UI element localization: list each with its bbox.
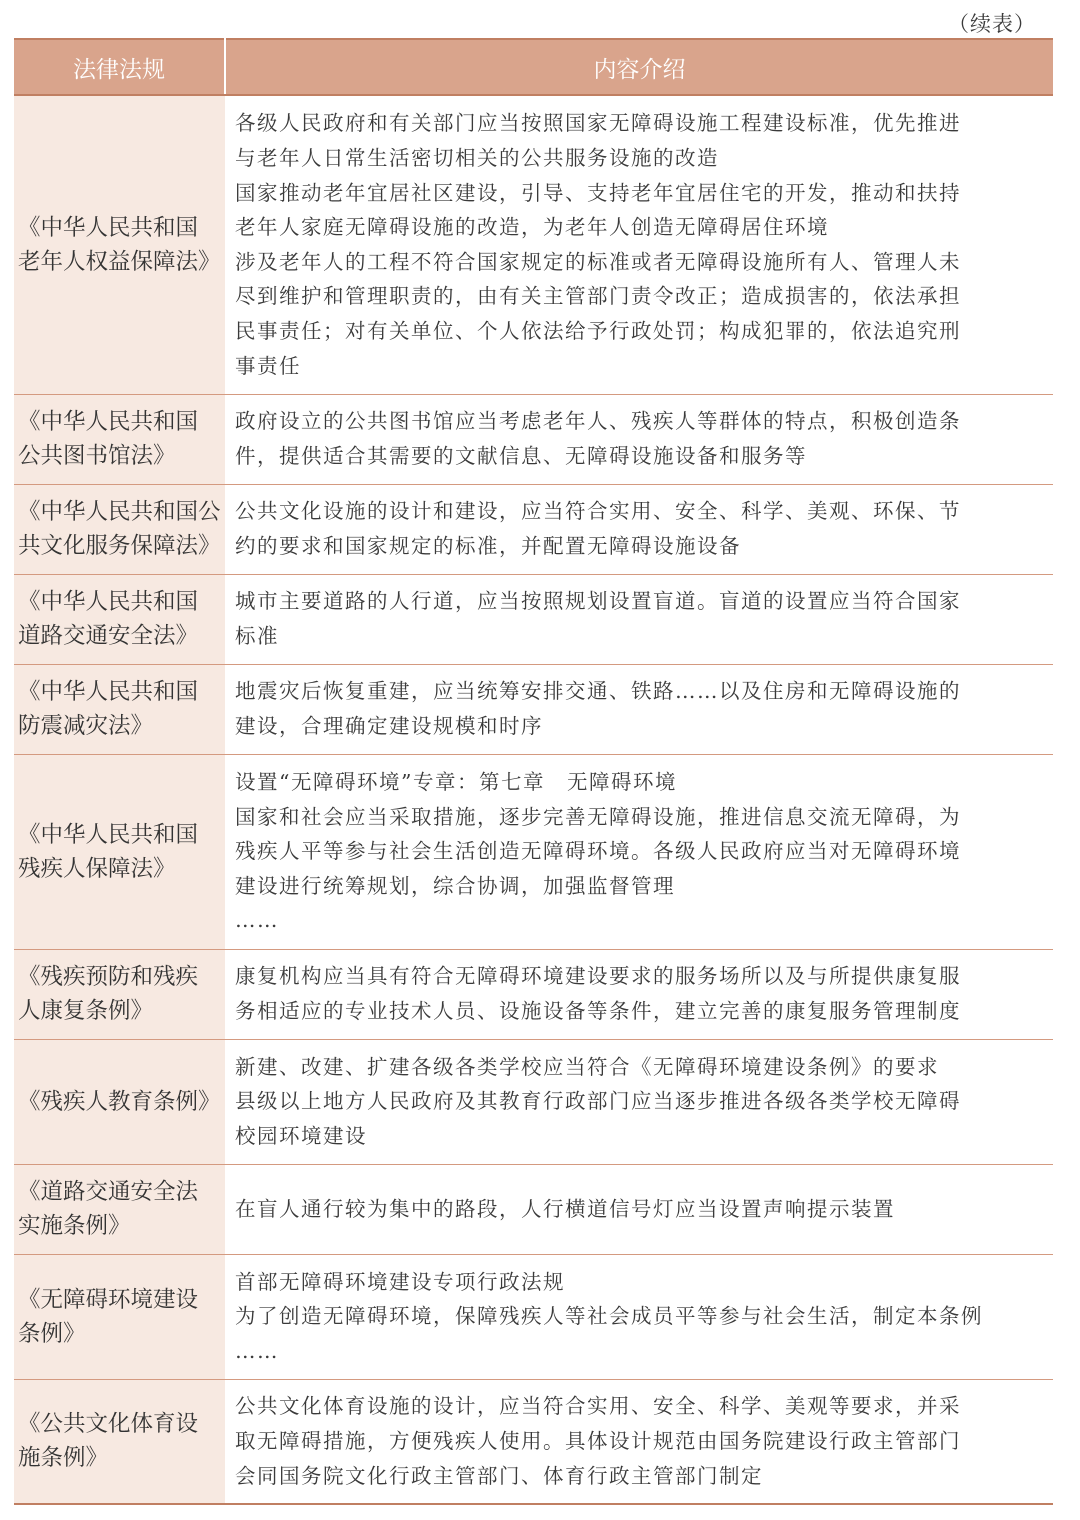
content-line: 建设进行统筹规划，综合协调，加强监督管理 [235, 873, 675, 898]
content-line: 会同国务院文化行政主管部门、体育行政主管部门制定 [235, 1463, 763, 1488]
table-row [14, 574, 1053, 664]
table-row [14, 95, 1053, 394]
content-line: 涉及老年人的工程不符合国家规定的标准或者无障碍设施所有人、管理人未 [235, 249, 961, 274]
content-line: 标准 [235, 624, 279, 648]
content-line: 事责任 [235, 353, 301, 378]
content-line: 城市主要道路的人行道，应当按照规划设置盲道。盲道的设置应当符合国家 [235, 589, 961, 614]
law-content-cell [225, 754, 1053, 949]
content-line: 国家推动老年宜居社区建设，引导、支持老年宜居住宅的开发，推动和扶持 [235, 180, 961, 205]
content-line: 残疾人平等参与社会生活创造无障碍环境。各级人民政府应当对无障碍环境 [235, 839, 961, 864]
table-row [14, 484, 1053, 574]
laws-table [14, 38, 1053, 1505]
law-content-cell [225, 574, 1053, 664]
law-name-line: 《中华人民共和国 [18, 821, 199, 848]
law-name-line: 《中华人民共和国公 [18, 499, 221, 525]
header-law: 法律法规 [14, 39, 225, 95]
table-row [14, 1379, 1053, 1504]
law-name-line: 实施条例》 [18, 1213, 131, 1239]
law-name-line: 人康复条例》 [18, 998, 154, 1024]
content-line: 在盲人通行较为集中的路段，人行横道信号灯应当设置声响提示装置 [235, 1196, 895, 1221]
content-line: 政府设立的公共图书馆应当考虑老年人、残疾人等群体的特点，积极创造条 [235, 409, 961, 434]
table-row [14, 664, 1053, 754]
content-line: …… [235, 1338, 279, 1363]
law-name-cell [14, 394, 225, 484]
law-name-line: 《无障碍环境建设 [18, 1286, 199, 1313]
header-content: 内容介绍 [225, 39, 1053, 95]
table-row [14, 394, 1053, 484]
law-content-cell [225, 1164, 1053, 1254]
content-line: 地震灾后恢复重建，应当统筹安排交通、铁路……以及住房和无障碍设施的 [235, 679, 961, 704]
law-name-line: 老年人权益保障法》 [18, 248, 221, 275]
content-line: 县级以上地方人民政府及其教育行政部门应当逐步推进各级各类学校无障碍 [235, 1089, 961, 1114]
law-name-line: 《中华人民共和国 [18, 409, 199, 435]
law-name-cell [14, 1254, 225, 1379]
law-name-line: 防震减灾法》 [18, 713, 154, 739]
content-line: 老年人家庭无障碍设施的改造，为老年人创造无障碍居住环境 [235, 215, 829, 240]
law-content-cell [225, 949, 1053, 1039]
content-line: 与老年人日常生活密切相关的公共服务设施的改造 [235, 145, 719, 170]
law-name-line: 《道路交通安全法 [18, 1179, 199, 1205]
law-name-line: 共文化服务保障法》 [18, 533, 221, 559]
law-name-line: 残疾人保障法》 [18, 855, 176, 882]
content-line: 建设，合理确定建设规模和时序 [235, 714, 543, 738]
content-line: 件，提供适合其需要的文献信息、无障碍设施设备和服务等 [235, 444, 807, 468]
content-line: 尽到维护和管理职责的，由有关主管部门责令改正；造成损害的，依法承担 [235, 284, 961, 309]
law-name-cell [14, 664, 225, 754]
content-line: 民事责任；对有关单位、个人依法给予行政处罚；构成犯罪的，依法追究刑 [235, 318, 961, 343]
law-content-cell [225, 1039, 1053, 1164]
content-line: 取无障碍措施，方便残疾人使用。具体设计规范由国务院建设行政主管部门 [235, 1428, 961, 1453]
law-content-cell [225, 1254, 1053, 1379]
law-name-cell [14, 754, 225, 949]
law-name-cell [14, 1164, 225, 1254]
law-content-cell [225, 95, 1053, 394]
law-name-line: 《中华人民共和国 [18, 589, 199, 615]
law-name-cell [14, 1379, 225, 1504]
table-row [14, 949, 1053, 1039]
law-content-cell [225, 394, 1053, 484]
law-name-cell [14, 1039, 225, 1164]
law-name-line: 《中华人民共和国 [18, 214, 199, 241]
content-line: …… [235, 908, 279, 933]
table-row [14, 1039, 1053, 1164]
table-row [14, 754, 1053, 949]
table-row [14, 1164, 1053, 1254]
law-name-cell [14, 95, 225, 394]
content-line: 国家和社会应当采取措施，逐步完善无障碍设施，推进信息交流无障碍，为 [235, 804, 961, 829]
law-name-line: 条例》 [18, 1320, 86, 1347]
content-line: 校园环境建设 [235, 1123, 367, 1148]
content-line: 设置“无障碍环境”专章：第七章 无障碍环境 [235, 770, 677, 795]
law-content-cell [225, 1379, 1053, 1504]
continued-label: （续表） [948, 12, 1036, 36]
content-line: 各级人民政府和有关部门应当按照国家无障碍设施工程建设标准，优先推进 [235, 111, 961, 136]
laws-table-wrapper [14, 38, 1053, 1505]
table-header-row [14, 39, 1053, 95]
law-name-line: 公共图书馆法》 [18, 443, 176, 469]
table-body [14, 95, 1053, 1504]
content-line: 约的要求和国家规定的标准，并配置无障碍设施设备 [235, 534, 741, 558]
table-row [14, 1254, 1053, 1379]
law-name-cell [14, 574, 225, 664]
law-name-cell [14, 484, 225, 574]
content-line: 务相适应的专业技术人员、设施设备等条件，建立完善的康复服务管理制度 [235, 999, 961, 1023]
law-name-line: 《残疾人教育条例》 [18, 1088, 221, 1115]
content-line: 新建、改建、扩建各级各类学校应当符合《无障碍环境建设条例》的要求 [235, 1054, 939, 1079]
law-name-line: 道路交通安全法》 [18, 623, 199, 649]
law-name-line: 施条例》 [18, 1445, 109, 1472]
law-name-line: 《公共文化体育设 [18, 1411, 199, 1438]
law-content-cell [225, 484, 1053, 574]
law-name-line: 《中华人民共和国 [18, 679, 199, 705]
law-name-line: 《残疾预防和残疾 [18, 964, 199, 990]
content-line: 首部无障碍环境建设专项行政法规 [235, 1269, 565, 1294]
content-line: 公共文化设施的设计和建设，应当符合实用、安全、科学、美观、环保、节 [235, 499, 961, 524]
content-line: 康复机构应当具有符合无障碍环境建设要求的服务场所以及与所提供康复服 [235, 964, 961, 989]
content-line: 为了创造无障碍环境，保障残疾人等社会成员平等参与社会生活，制定本条例 [235, 1304, 983, 1329]
law-content-cell [225, 664, 1053, 754]
content-line: 公共文化体育设施的设计，应当符合实用、安全、科学、美观等要求，并采 [235, 1394, 961, 1419]
law-name-cell [14, 949, 225, 1039]
